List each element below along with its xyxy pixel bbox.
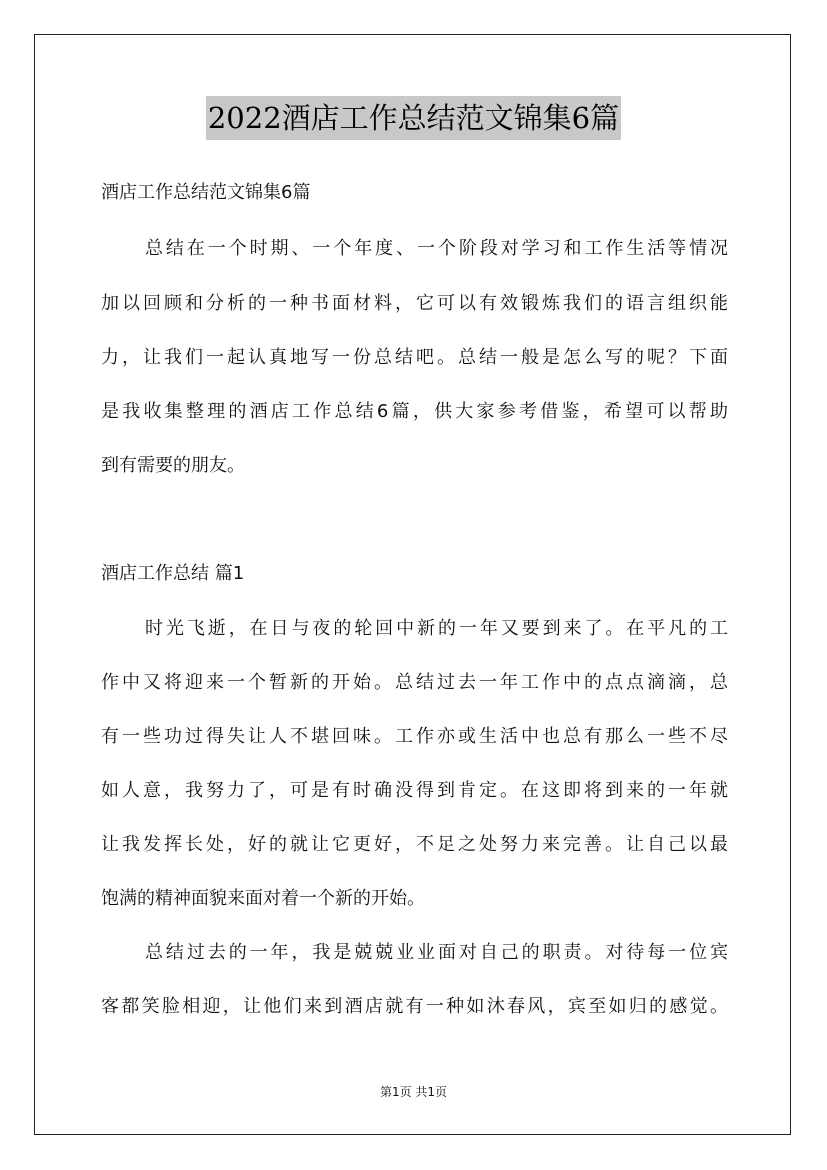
intro-line: 总结在一个时期、一个年度、一个阶段对学习和工作生活等情况 (145, 238, 728, 259)
section-heading: 酒店工作总结 篇1 (101, 563, 245, 584)
para1-line: 如人意，我努力了，可是有时确没得到肯定。在这即将到来的一年就 (101, 780, 728, 801)
title-container (0, 96, 827, 140)
para1-line: 让我发挥长处，好的就让它更好，不足之处努力来完善。让自己以最 (101, 834, 728, 855)
document-title: 2022酒店工作总结范文锦集6篇 (206, 96, 621, 140)
intro-line: 力，让我们一起认真地写一份总结吧。总结一般是怎么写的呢？下面 (101, 347, 728, 368)
intro-line: 是我收集整理的酒店工作总结6篇，供大家参考借鉴，希望可以帮助 (101, 401, 728, 422)
para1-line: 饱满的精神面貌来面对着一个新的开始。 (101, 888, 425, 909)
para2-line: 总结过去的一年，我是兢兢业业面对自己的职责。对待每一位宾 (145, 942, 728, 963)
document-subtitle: 酒店工作总结范文锦集6篇 (101, 182, 311, 203)
para1-line: 有一些功过得失让人不堪回味。工作亦或生活中也总有那么一些不尽 (101, 726, 728, 747)
page-footer: 第1页 共1页 (379, 1085, 448, 1099)
para1-line: 时光飞逝，在日与夜的轮回中新的一年又要到来了。在平凡的工 (145, 618, 728, 639)
para2-line: 客都笑脸相迎，让他们来到酒店就有一种如沐春风，宾至如归的感觉。 (101, 996, 728, 1017)
para1-line: 作中又将迎来一个暂新的开始。总结过去一年工作中的点点滴滴，总 (101, 672, 728, 693)
intro-line: 到有需要的朋友。 (101, 455, 245, 476)
intro-line: 加以回顾和分析的一种书面材料，它可以有效锻炼我们的语言组织能 (101, 293, 728, 314)
